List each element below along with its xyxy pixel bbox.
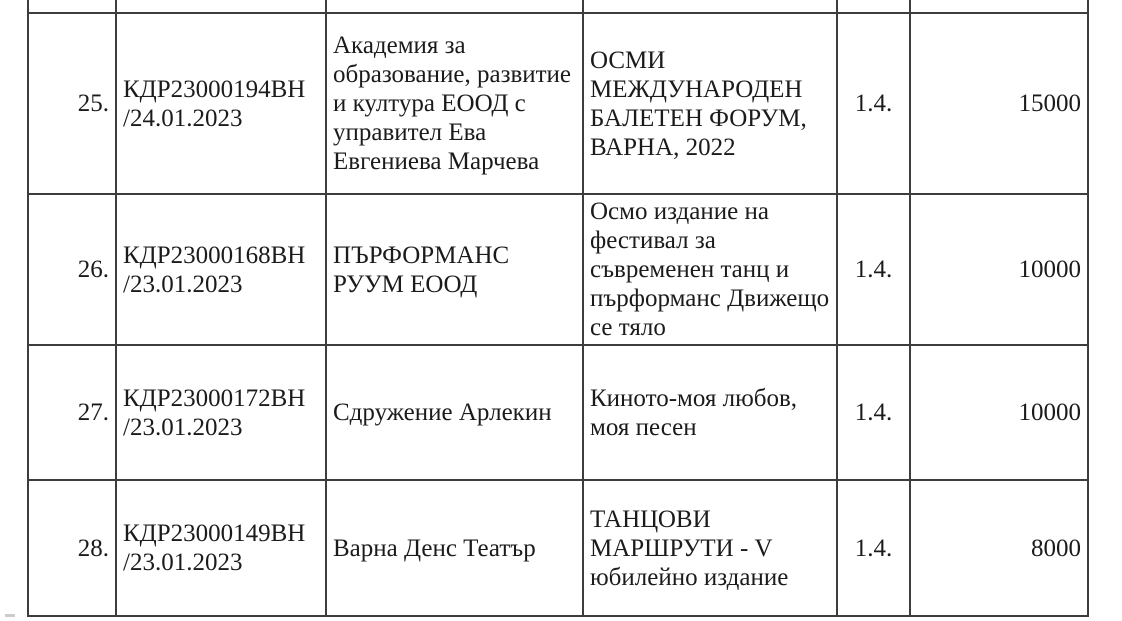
scan-artifact: [5, 614, 15, 617]
table-row: [28, 194, 1088, 345]
amount-value: 15000: [1018, 90, 1081, 117]
file-number: КДР23000149ВН: [123, 520, 306, 547]
program-item: 1.4.: [854, 399, 893, 426]
row-number: 28.: [77, 534, 109, 562]
table-row-partial: [28, 0, 1088, 13]
file-date: /24.01.2023: [123, 104, 243, 132]
project-cell: [583, 0, 837, 13]
row-number: 27.: [77, 399, 109, 426]
row-number-cell: [28, 345, 116, 480]
row-number-cell: [28, 194, 116, 345]
file-number-cell: [116, 13, 326, 194]
program-item: 1.4.: [854, 90, 893, 117]
row-number: 25.: [77, 90, 109, 117]
program-item-cell: [837, 480, 910, 616]
amount-cell: [910, 345, 1088, 480]
amount-cell: [910, 0, 1088, 13]
file-date: /23.01.2023: [123, 549, 243, 576]
program-item-cell: [837, 0, 910, 13]
project-title: ТАНЦОВИ МАРШРУТИ - V юбилейно издание: [590, 505, 789, 591]
program-item: 1.4.: [854, 256, 893, 283]
grants-table: [27, 0, 1089, 617]
project-cell: [583, 194, 837, 345]
project-cell: [583, 13, 837, 194]
amount-cell: [910, 13, 1088, 194]
row-number-cell: [28, 480, 116, 616]
amount-value: 8000: [1031, 534, 1081, 562]
file-number: КДР23000172ВН: [123, 384, 306, 412]
amount-cell: [910, 194, 1088, 345]
program-item-cell: [837, 194, 910, 345]
row-number-cell: [28, 0, 116, 13]
table-row: [28, 480, 1088, 616]
amount-value: 10000: [1018, 399, 1081, 426]
program-item-cell: [837, 345, 910, 480]
applicant-name: Сдружение Арлекин: [333, 399, 552, 426]
file-number-cell: [116, 480, 326, 616]
project-title: Киното-моя любов, моя песен: [590, 384, 798, 441]
project-title: Осмо издание на фестивал за съвременен танц и пърформанс Движещо се тяло: [590, 198, 830, 341]
file-number: КДР23000168ВН: [123, 241, 306, 269]
row-number: 26.: [77, 256, 109, 283]
project-cell: [583, 345, 837, 480]
row-number-cell: [28, 13, 116, 194]
project-cell: [583, 480, 837, 616]
file-date: /23.01.2023: [123, 270, 243, 298]
applicant-cell: [326, 13, 583, 194]
file-date: /23.01.2023: [123, 413, 243, 441]
applicant-name: Варна Денс Театър: [333, 534, 536, 562]
file-number: КДР23000194ВН: [123, 75, 306, 103]
amount-value: 10000: [1018, 256, 1081, 283]
file-number-cell: [116, 194, 326, 345]
applicant-name: ПЪРФОРМАНС РУУМ ЕООД: [333, 241, 510, 298]
program-item: 1.4.: [854, 534, 893, 562]
applicant-cell: [326, 345, 583, 480]
applicant-cell: [326, 0, 583, 13]
applicant-cell: [326, 194, 583, 345]
file-number-cell: [116, 0, 326, 13]
table-row: [28, 13, 1088, 194]
applicant-name: Академия за образование, развитие и култура ЕООД с управител Ева Евгениева Марчева: [333, 32, 572, 175]
applicant-cell: [326, 480, 583, 616]
amount-cell: [910, 480, 1088, 616]
project-title: ОСМИ МЕЖДУНАРОДЕН БАЛЕТЕН ФОРУМ, ВАРНА, 2022: [590, 46, 807, 161]
program-item-cell: [837, 13, 910, 194]
table-row: [28, 345, 1088, 480]
file-number-cell: [116, 345, 326, 480]
